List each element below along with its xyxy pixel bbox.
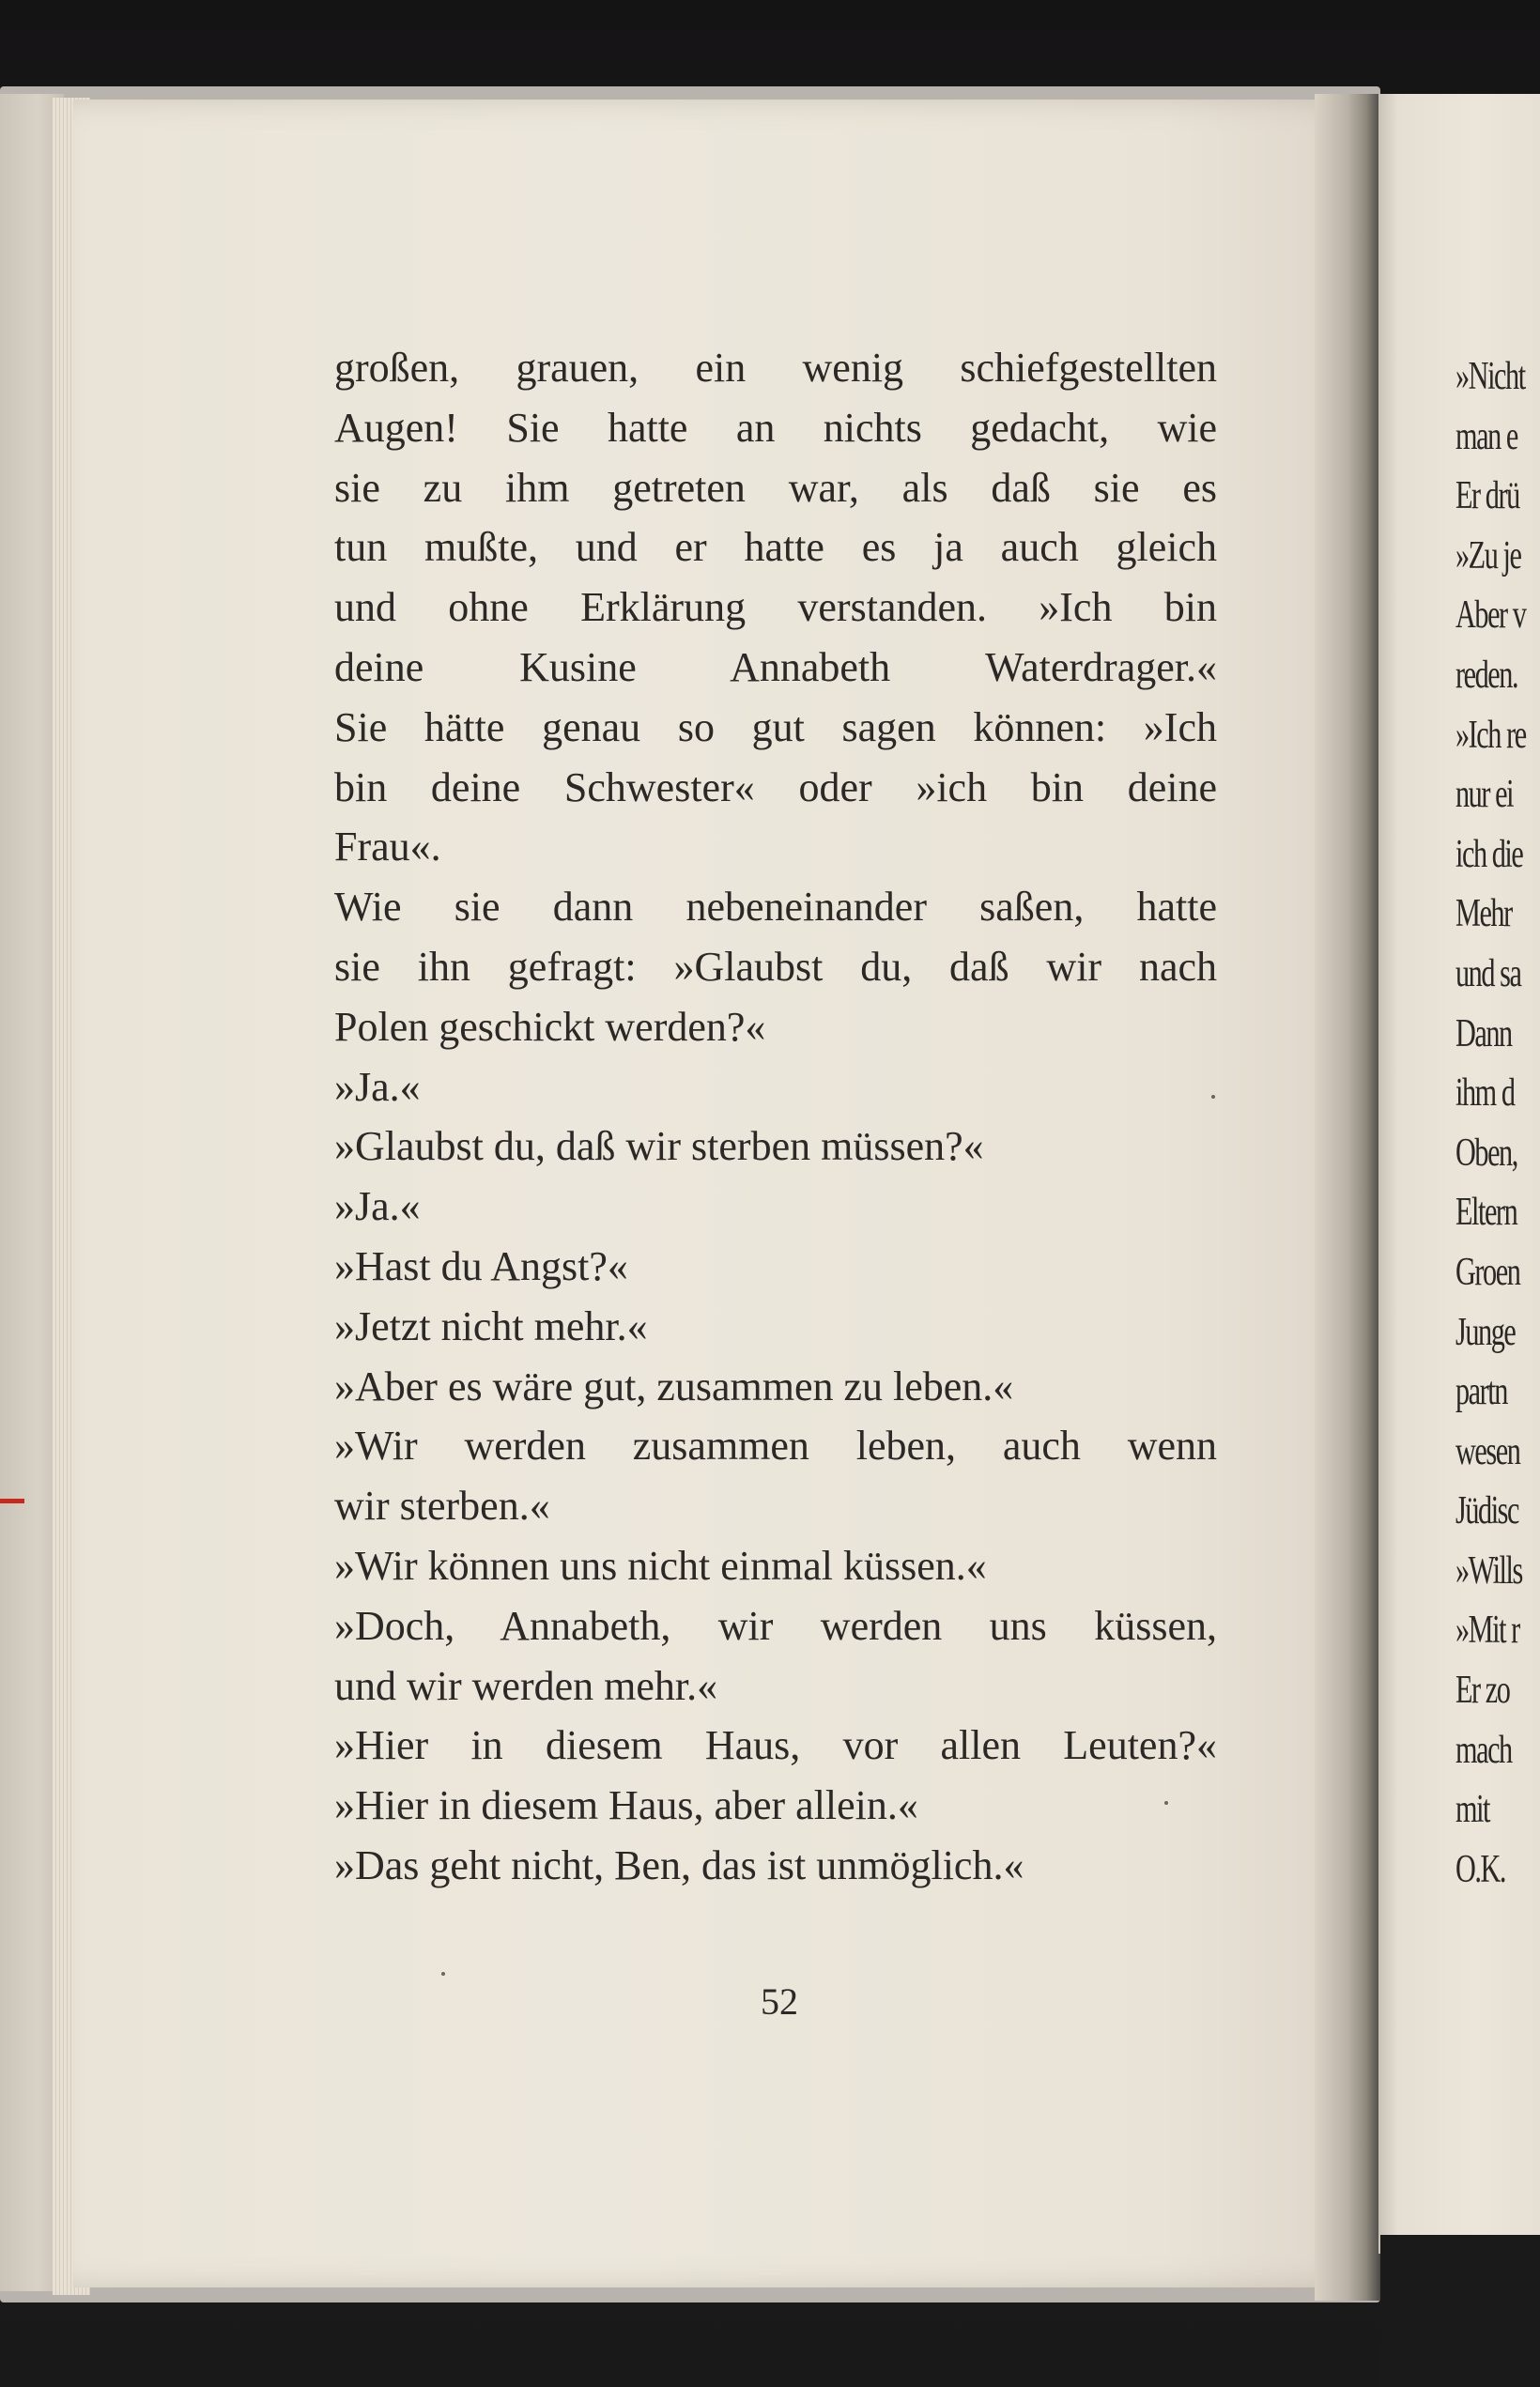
- text-line: »Ja.«: [334, 1183, 421, 1230]
- text-line: tun mußte, und er hatte es ja auch gleich: [334, 524, 1217, 571]
- facing-line: »Mit r: [1455, 1609, 1519, 1653]
- text-line: deine Kusine Annabeth Waterdrager.«: [334, 643, 1217, 690]
- text-line: »Hier in diesem Haus, vor allen Leuten?«: [334, 1722, 1217, 1769]
- facing-line: nur ei: [1455, 773, 1514, 817]
- facing-line: »Nicht: [1455, 355, 1525, 398]
- text-line: Augen! Sie hatte an nichts gedacht, wie: [334, 404, 1217, 451]
- facing-line: Junge: [1455, 1310, 1516, 1354]
- text-line: »Wir werden zusammen leben, auch wenn: [334, 1423, 1217, 1470]
- facing-line: Aber v: [1455, 593, 1526, 638]
- facing-line: Eltern: [1455, 1191, 1517, 1235]
- text-line: »Wir können uns nicht einmal küssen.«: [334, 1542, 987, 1589]
- text-line: Frau«.: [334, 824, 441, 870]
- bookmark-ribbon: [0, 1499, 24, 1503]
- text-line: »Hier in diesem Haus, aber allein.«: [334, 1782, 918, 1829]
- page-body-text: [334, 338, 1217, 1896]
- dark-background: [1380, 2235, 1540, 2387]
- text-line: »Glaubst du, daß wir sterben müssen?«: [334, 1123, 984, 1170]
- page-number: 52: [761, 1980, 798, 2023]
- text-line: »Aber es wäre gut, zusammen zu leben.«: [334, 1363, 1014, 1409]
- facing-line: ihm d: [1455, 1071, 1515, 1116]
- facing-line: Oben,: [1455, 1131, 1517, 1175]
- facing-line: man e: [1455, 414, 1517, 458]
- facing-line: mit: [1455, 1788, 1490, 1832]
- facing-line: partn: [1455, 1370, 1507, 1414]
- facing-line: wesen: [1455, 1429, 1520, 1473]
- text-line: sie ihn gefragt: »Glaubst du, daß wir nach: [334, 943, 1217, 990]
- book-gutter: [1315, 94, 1388, 2301]
- text-line: und ohne Erklärung verstanden. »Ich bin: [334, 584, 1217, 631]
- text-line: »Doch, Annabeth, wir werden uns küssen,: [334, 1602, 1217, 1649]
- facing-line: Er zo: [1455, 1669, 1510, 1713]
- facing-line: Dann: [1455, 1011, 1512, 1055]
- facing-line: Er drü: [1455, 474, 1519, 518]
- facing-line: reden.: [1455, 653, 1518, 697]
- text-line: wir sterben.«: [334, 1483, 550, 1530]
- facing-page-text: [1455, 347, 1536, 1900]
- facing-line: ich die: [1455, 832, 1523, 876]
- facing-line: Mehr: [1455, 892, 1512, 936]
- paper-speck: [1211, 1095, 1215, 1099]
- paper-speck: [1164, 1801, 1168, 1805]
- facing-line: »Ich re: [1455, 713, 1526, 757]
- facing-line: O.K.: [1455, 1847, 1506, 1891]
- text-line: großen, grauen, ein wenig schiefgestellten: [334, 345, 1217, 391]
- paper-speck: [441, 1972, 445, 1976]
- text-line: »Hast du Angst?«: [334, 1242, 628, 1289]
- facing-line: mach: [1455, 1728, 1512, 1772]
- text-line: »Das geht nicht, Ben, das ist unmöglich.«: [334, 1841, 1024, 1888]
- text-line: »Jetzt nicht mehr.«: [334, 1302, 648, 1349]
- text-line: Polen geschickt werden?«: [334, 1003, 766, 1050]
- facing-line: und sa: [1455, 951, 1521, 995]
- text-line: Sie hätte genau so gut sagen können: »Ich: [334, 703, 1217, 750]
- facing-line: »Wills: [1455, 1548, 1522, 1593]
- text-line: »Ja.«: [334, 1063, 421, 1110]
- facing-line: Groen: [1455, 1250, 1520, 1294]
- right-page: [1378, 94, 1540, 2254]
- facing-line: Jüdisc: [1455, 1489, 1518, 1533]
- facing-line: »Zu je: [1455, 533, 1521, 578]
- text-line: sie zu ihm getreten war, als daß sie es: [334, 464, 1217, 511]
- text-line: und wir werden mehr.«: [334, 1662, 718, 1709]
- text-line: bin deine Schwester« oder »ich bin deine: [334, 763, 1217, 810]
- text-line: Wie sie dann nebeneinander saßen, hatte: [334, 884, 1217, 931]
